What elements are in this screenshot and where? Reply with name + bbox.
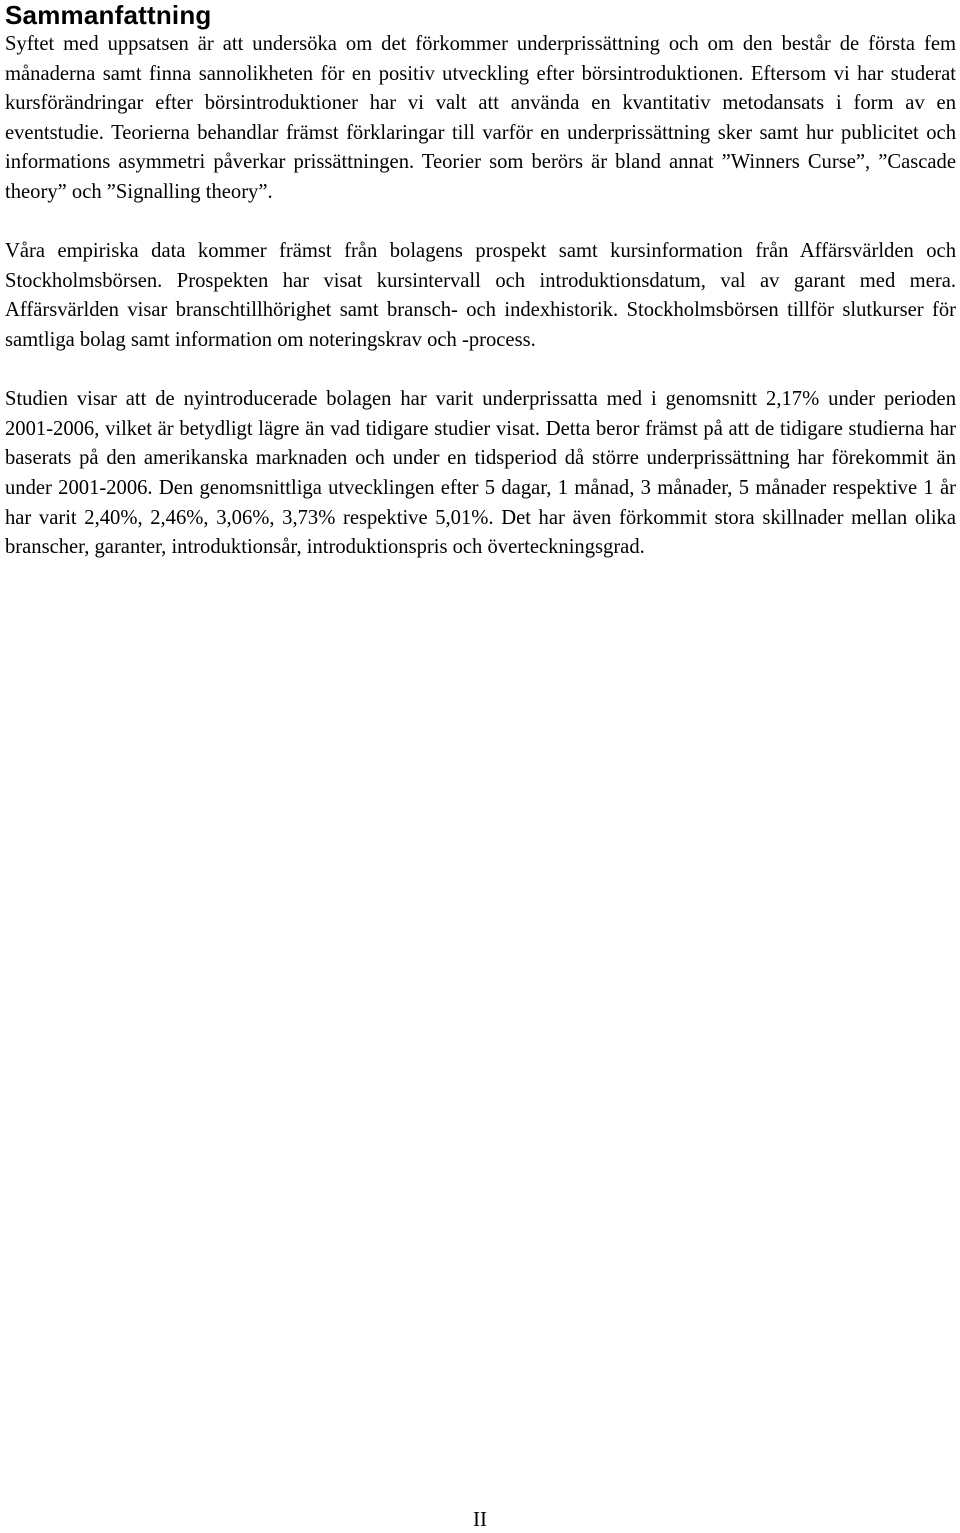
- paragraph-data-sources: Våra empiriska data kommer främst från bolagens prospekt samt kursinformation från Affärsvärlden och Stockholmsbörsen. Prospekten har visat kursintervall och introduktionsdatum, val av garant med mera. Affärsvärlden visar branschtillhörighet samt bransch- och indexhistorik. Stockholmsbörsen tillför slutkurser för samtliga bolag samt information om noteringskrav och -process.: [5, 240, 956, 351]
- paragraph-results: Studien visar att de nyintroducerade bolagen har varit underprissatta med i genomsnitt 2,17% under perioden 2001-2006, vilket är betydligt lägre än vad tidigare studier visat. Detta beror främst på att de tidigare studierna har baserats på den amerikanska marknaden och under en tidsperiod då större underprissättning har förekommit än under 2001-2006. Den genomsnittliga utvecklingen efter 5 dagar, 1 månad, 3 månader, 5 månader respektive 1 år har varit 2,40%, 2,46%, 3,06%, 3,73% respektive 5,01%. Det har även förkommit stora skillnader mellan olika branscher, garanter, introduktionsår, introduktionspris och överteckningsgrad.: [5, 388, 956, 559]
- page-number: II: [473, 1507, 487, 1531]
- paragraph-purpose: Syftet med uppsatsen är att undersöka om det förkommer underprissättning och om den består de första fem månaderna samt finna sannolikheten för en positiv utveckling efter börsintroduktionen. Eftersom vi har studerat kursförändringar efter börsintroduktioner har vi valt att använda en kvantitativ metodansats i form av en eventstudie. Teorierna behandlar främst förklaringar till varför en underprissättning sker samt hur publicitet och informations asymmetri påverkar prissättningen. Teorier som berörs är bland annat ”Winners Curse”, ”Cascade theory” och ”Signalling theory”.: [5, 33, 956, 203]
- page-title: Sammanfattning: [5, 0, 212, 30]
- document-page: [5, 0, 956, 563]
